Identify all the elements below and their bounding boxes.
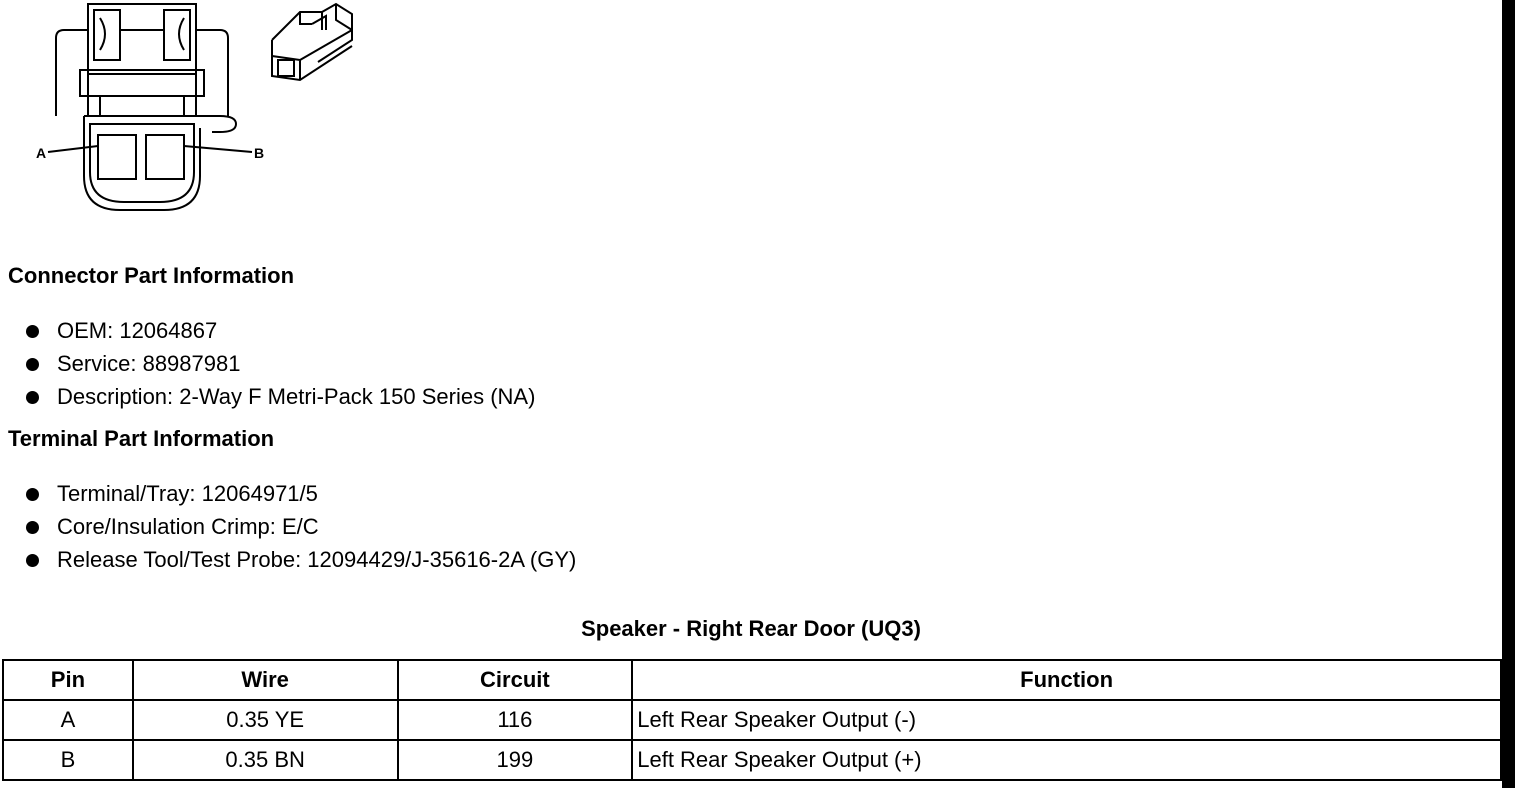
cell-function: Left Rear Speaker Output (+) <box>632 740 1501 780</box>
list-item-text: Description: 2-Way F Metri-Pack 150 Series (NA) <box>57 384 536 409</box>
list-item <box>26 514 576 547</box>
list-item <box>26 318 535 351</box>
pin-label-b: B <box>254 145 265 161</box>
bullet-icon <box>26 391 39 404</box>
cell-circuit: 199 <box>398 740 633 780</box>
list-item-text: Service: 88987981 <box>57 351 241 376</box>
cell-circuit: 116 <box>398 700 633 740</box>
list-item <box>26 481 576 514</box>
list-item <box>26 384 535 417</box>
cell-pin: B <box>3 740 133 780</box>
column-header-function: Function <box>632 660 1501 700</box>
table-row <box>3 700 1501 740</box>
column-header-wire: Wire <box>133 660 398 700</box>
cell-wire: 0.35 YE <box>133 700 398 740</box>
connector-part-list <box>26 318 535 417</box>
page-edge-rule <box>1502 0 1515 788</box>
connector-part-heading: Connector Part Information <box>8 263 295 288</box>
bullet-icon <box>26 554 39 567</box>
bullet-icon <box>26 325 39 338</box>
cell-wire: 0.35 BN <box>133 740 398 780</box>
pin-label-a: A <box>36 145 47 161</box>
list-item-text: Terminal/Tray: 12064971/5 <box>57 481 318 506</box>
connector-face-diagram <box>0 0 380 220</box>
bullet-icon <box>26 358 39 371</box>
pinout-table <box>2 659 1502 781</box>
table-row <box>3 740 1501 780</box>
cell-function: Left Rear Speaker Output (-) <box>632 700 1501 740</box>
list-item-text: Core/Insulation Crimp: E/C <box>57 514 319 539</box>
bullet-icon <box>26 521 39 534</box>
bullet-icon <box>26 488 39 501</box>
list-item <box>26 547 576 580</box>
cell-pin: A <box>3 700 133 740</box>
list-item-text: Release Tool/Test Probe: 12094429/J-35616-2A (GY) <box>57 547 577 572</box>
list-item-text: OEM: 12064867 <box>57 318 218 343</box>
terminal-part-list <box>26 481 576 580</box>
list-item <box>26 351 535 384</box>
column-header-pin: Pin <box>3 660 133 700</box>
table-caption: Speaker - Right Rear Door (UQ3) <box>581 616 921 641</box>
column-header-circuit: Circuit <box>398 660 633 700</box>
table-header-row <box>3 660 1501 700</box>
terminal-part-heading: Terminal Part Information <box>8 426 275 451</box>
